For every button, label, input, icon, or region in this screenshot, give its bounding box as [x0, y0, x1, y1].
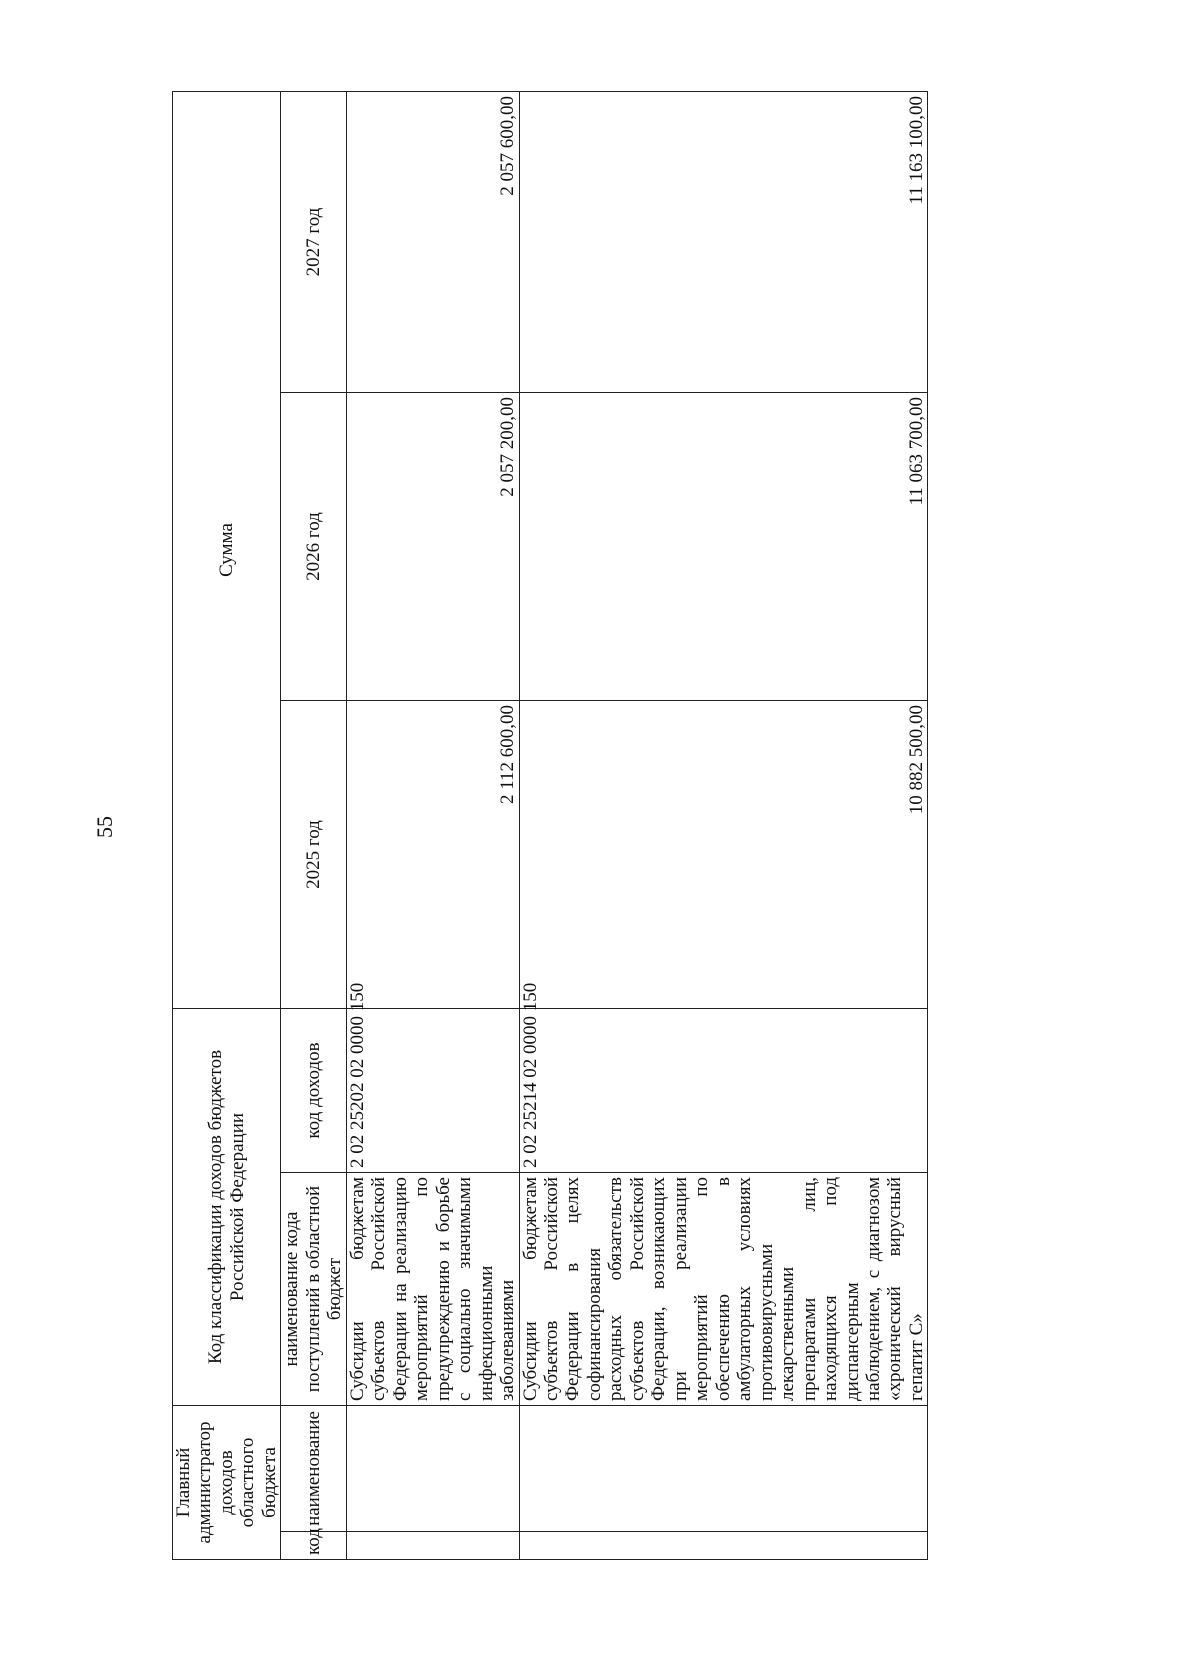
header-year-2025: 2025 год: [281, 701, 346, 1009]
header-admin-group: Главный администратор доходов областного бюджета: [173, 1406, 281, 1560]
header-income-name: наименование кода поступлений в областной бюджет: [281, 1173, 346, 1406]
row-amount-2025: 2 112 600,00: [346, 701, 519, 1009]
table-row: [519, 92, 928, 1560]
row-income-code: 2 02 25214 02 0000 150: [519, 1009, 928, 1173]
header-sum-group: Сумма: [173, 92, 281, 1009]
budget-table-wrapper: [172, 92, 927, 1560]
row-amount-2026: 2 057 200,00: [346, 393, 519, 701]
table-row: [346, 92, 519, 1560]
row-amount-2026: 11 063 700,00: [519, 393, 928, 701]
row-admin-name: [519, 1406, 928, 1532]
page-number: 55: [92, 816, 117, 838]
header-code: код: [281, 1532, 346, 1560]
header-year-2027: 2027 год: [281, 92, 346, 393]
header-year-2026: 2026 год: [281, 393, 346, 701]
row-description: Субсидии бюджетам субъектов Российской Федерации на реализацию мероприятий по предупреждению и борьбе с социально значимыми инфекционными заболеваниями: [346, 1173, 519, 1406]
header-row-top: [173, 92, 281, 1560]
row-admin-code: [519, 1532, 928, 1560]
row-income-code: 2 02 25202 02 0000 150: [346, 1009, 519, 1173]
row-amount-2025: 10 882 500,00: [519, 701, 928, 1009]
header-row-sub: [281, 92, 346, 1560]
row-amount-2027: 2 057 600,00: [346, 92, 519, 393]
budget-table: [172, 91, 928, 1560]
header-name: наименование: [281, 1406, 346, 1532]
row-description: Субсидии бюджетам субъектов Российской Федерации в целях софинансирования расходных обязательств субъектов Российской Федерации, возникающих при реализации мероприятий по обеспечению в амбулаторных условиях противовирусными лекарственными препаратами лиц, находящихся под диспансерным наблюдением, с диагнозом «хронический вирусный гепатит С»: [519, 1173, 928, 1406]
row-admin-code: [346, 1532, 519, 1560]
row-amount-2027: 11 163 100,00: [519, 92, 928, 393]
header-income-code: код доходов: [281, 1009, 346, 1173]
header-classification-group: Код классификации доходов бюджетов Российской Федерации: [173, 1009, 281, 1406]
row-admin-name: [346, 1406, 519, 1532]
